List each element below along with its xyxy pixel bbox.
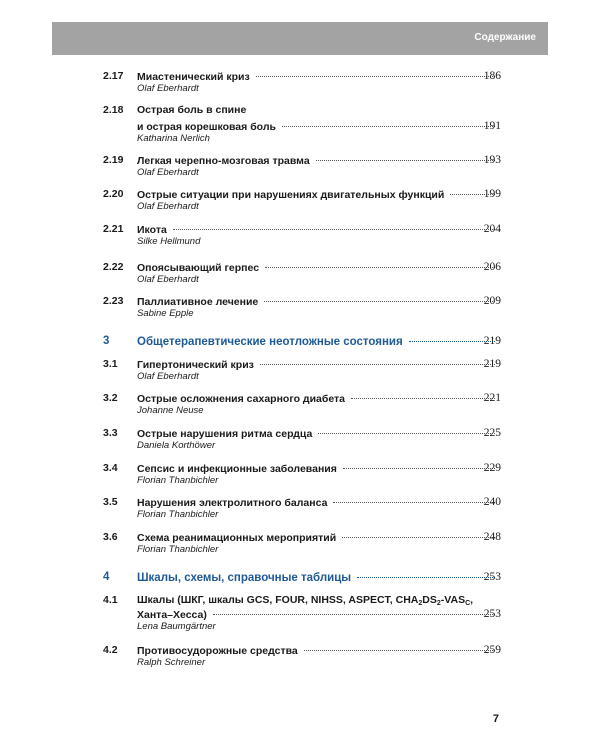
entry-number: 2.21 bbox=[103, 223, 124, 235]
dot-leader bbox=[256, 66, 495, 77]
dot-leader bbox=[304, 640, 495, 651]
running-header-band bbox=[52, 22, 548, 55]
entry-number: 2.19 bbox=[103, 154, 124, 166]
entry-author: Florian Thanbichler bbox=[137, 509, 219, 520]
chapter-number: 3 bbox=[103, 335, 110, 347]
dot-leader bbox=[213, 604, 495, 615]
entry-author: Katharina Nerlich bbox=[137, 133, 210, 144]
entry-page: 219 bbox=[483, 358, 501, 370]
entry-page: 193 bbox=[483, 154, 501, 166]
entry-number: 3.5 bbox=[103, 496, 118, 508]
entry-number: 3.2 bbox=[103, 392, 118, 404]
entry-title: Противосудорожные средства bbox=[137, 645, 298, 657]
entry-title: Икота bbox=[137, 224, 167, 236]
entry-title: Паллиативное лечение bbox=[137, 296, 259, 308]
entry-author: Florian Thanbichler bbox=[137, 544, 219, 555]
entry-page: 248 bbox=[483, 531, 501, 543]
entry-number: 3.1 bbox=[103, 358, 118, 370]
chapter-title: Общетерапевтические неотложные состояния bbox=[137, 336, 403, 348]
entry-title: Острая боль в спине bbox=[137, 104, 247, 116]
entry-title: Опоясывающий герпес bbox=[137, 262, 260, 274]
entry-author: Florian Thanbichler bbox=[137, 475, 219, 486]
entry-number: 4.2 bbox=[103, 644, 118, 656]
chapter-title: Шкалы, схемы, справочные таблицы bbox=[137, 572, 352, 584]
entry-page: 199 bbox=[483, 188, 501, 200]
entry-author: Lena Baumgärtner bbox=[137, 621, 216, 632]
entry-author: Olaf Eberhardt bbox=[137, 371, 199, 382]
dot-leader bbox=[333, 492, 495, 503]
chapter-page: 219 bbox=[483, 335, 501, 347]
entry-title: Нарушения электролитного баланса bbox=[137, 497, 328, 509]
entry-number: 3.3 bbox=[103, 427, 118, 439]
entry-page: 191 bbox=[483, 120, 501, 132]
entry-title: Гипертонический криз bbox=[137, 359, 254, 371]
dot-leader bbox=[342, 527, 495, 538]
entry-title: Сепсис и инфекционные заболевания bbox=[137, 463, 337, 475]
entry-author: Olaf Eberhardt bbox=[137, 83, 199, 94]
entry-author: Olaf Eberhardt bbox=[137, 167, 199, 178]
entry-page: 240 bbox=[483, 496, 501, 508]
entry-page: 204 bbox=[483, 223, 501, 235]
entry-author: Johanne Neuse bbox=[137, 405, 204, 416]
entry-title: Острые осложнения сахарного диабета bbox=[137, 393, 346, 405]
dot-leader bbox=[357, 567, 495, 578]
entry-page: 225 bbox=[483, 427, 501, 439]
dot-leader bbox=[260, 354, 495, 365]
entry-title: Миастенический криз bbox=[137, 71, 250, 83]
entry-title-continued: и острая корешковая боль bbox=[137, 121, 276, 133]
dot-leader bbox=[264, 291, 495, 302]
entry-number: 2.18 bbox=[103, 104, 124, 116]
entry-page: 259 bbox=[483, 644, 501, 656]
entry-page: 209 bbox=[483, 295, 501, 307]
entry-title: Легкая черепно-мозговая травма bbox=[137, 155, 310, 167]
dot-leader bbox=[265, 257, 495, 268]
entry-number: 2.23 bbox=[103, 295, 124, 307]
entry-page: 253 bbox=[483, 608, 501, 620]
entry-page: 221 bbox=[483, 392, 501, 404]
entry-title: Шкалы (ШКГ, шкалы GCS, FOUR, NIHSS, ASPECT, $CHA_2DS_2-VAS_C$, bbox=[137, 594, 474, 607]
dot-leader bbox=[173, 219, 495, 230]
chapter-page: 253 bbox=[483, 571, 501, 583]
entry-author: Ralph Schreiner bbox=[137, 657, 206, 668]
entry-number: 3.6 bbox=[103, 531, 118, 543]
entry-title: Острые ситуации при нарушениях двигательных функций bbox=[137, 189, 445, 201]
dot-leader bbox=[316, 150, 495, 161]
entry-number: 2.17 bbox=[103, 70, 124, 82]
page-number: 7 bbox=[492, 713, 499, 725]
entry-title-continued: Ханта–Хесса) bbox=[137, 609, 207, 621]
entry-author: Olaf Eberhardt bbox=[137, 201, 199, 212]
entry-page: 206 bbox=[483, 261, 501, 273]
entry-number: 2.20 bbox=[103, 188, 124, 200]
entry-author: Olaf Eberhardt bbox=[137, 274, 199, 285]
entry-page: 229 bbox=[483, 462, 501, 474]
entry-number: 3.4 bbox=[103, 462, 118, 474]
entry-number: 2.22 bbox=[103, 261, 124, 273]
dot-leader bbox=[318, 423, 495, 434]
entry-page: 186 bbox=[483, 70, 501, 82]
entry-title: Острые нарушения ритма сердца bbox=[137, 428, 313, 440]
entry-number: 4.1 bbox=[103, 594, 118, 606]
dot-leader bbox=[282, 116, 495, 127]
dot-leader bbox=[409, 331, 495, 342]
entry-author: Silke Hellmund bbox=[137, 236, 201, 247]
entry-author: Sabine Epple bbox=[137, 308, 194, 319]
dot-leader bbox=[343, 458, 495, 469]
chapter-number: 4 bbox=[103, 571, 110, 583]
dot-leader bbox=[351, 388, 495, 399]
entry-author: Daniela Korthöwer bbox=[137, 440, 216, 451]
entry-title: Схема реанимационных мероприятий bbox=[137, 532, 337, 544]
running-header-title: Содержание bbox=[474, 32, 536, 43]
